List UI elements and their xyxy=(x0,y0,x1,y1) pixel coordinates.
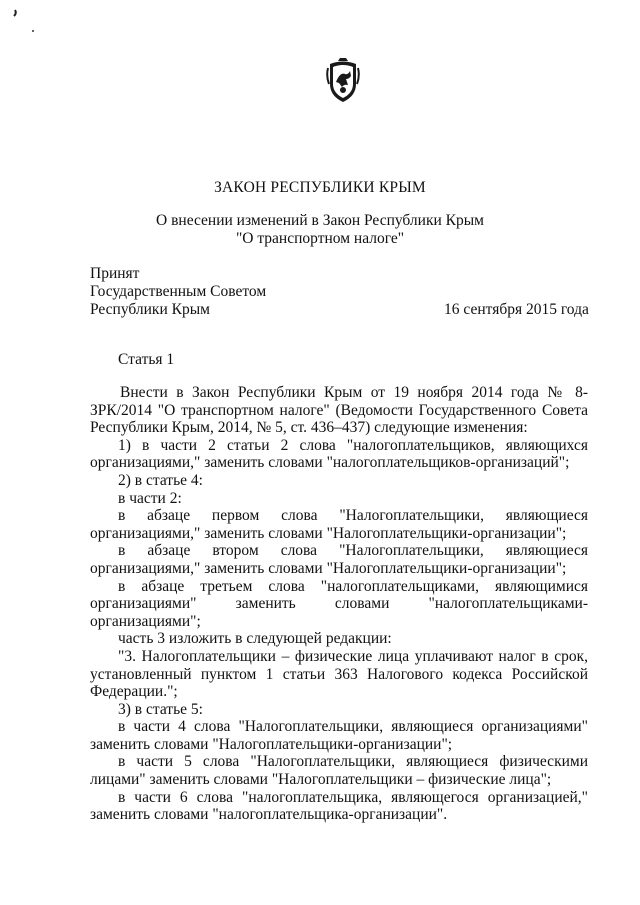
law-title: ЗАКОН РЕСПУБЛИКИ КРЫМ xyxy=(214,179,426,196)
article-paragraph: 3) в статье 5: xyxy=(118,700,203,718)
article-paragraph: "3. Налогоплательщики – физические лица уплачивают налог в срок, установленный пунктом 1 статьи 363 Налогового кодекса Российской Федерации."; xyxy=(90,647,588,701)
adopted-label: Принят xyxy=(90,265,140,282)
adopted-by: Государственным Советом xyxy=(90,283,267,300)
article-paragraph: в части 4 слова "Налогоплательщики, являющиеся организациями" заменить словами "Налогоплательщики-организации"; xyxy=(90,718,588,753)
law-subtitle-line1: О внесении изменений в Закон Республики Крым xyxy=(156,212,484,229)
adopted-by-republic: Республики Крым xyxy=(90,301,210,318)
coat-of-arms-icon xyxy=(326,58,360,104)
law-subtitle-line2: "О транспортном налоге" xyxy=(235,230,405,247)
article-paragraph: 2) в статье 4: xyxy=(118,471,203,489)
article-paragraph: часть 3 изложить в следующей редакции: xyxy=(118,630,392,648)
article-paragraph: в абзаце втором слова "Налогоплательщики, являющиеся организациями," заменить словами "Налогоплательщики-организации"; xyxy=(90,542,588,577)
article-paragraph: Внести в Закон Республики Крым от 19 ноября 2014 года № 8-ЗРК/2014 "О транспортном налоге" (Ведомости Государственного Совета Республики Крым, 2014, № 5, ст. 436–437) следующие изменения: xyxy=(90,384,588,437)
article-paragraph: 1) в части 2 статьи 2 слова "налогоплательщиков, являющихся организациями," заменить словами "налогоплательщиков-организаций"; xyxy=(90,436,588,472)
article-body xyxy=(90,384,588,824)
article-paragraph: в части 6 слова "налогоплательщика, являющегося организацией," заменить словами "налогоплательщика-организации". xyxy=(90,788,588,824)
article-paragraph: в абзаце первом слова "Налогоплательщики, являющиеся организациями," заменить словами "Налогоплательщики-организации"; xyxy=(90,507,588,542)
adoption-date: 16 сентября 2015 года xyxy=(444,301,589,318)
article-paragraph: в части 2: xyxy=(118,489,182,507)
article-heading: Статья 1 xyxy=(118,351,175,368)
article-paragraph: в абзаце третьем слова "налогоплательщиками, являющимися организациями" заменить словами "налогоплательщиками-организациями"; xyxy=(90,577,588,630)
adoption-block xyxy=(90,265,266,319)
scan-specks xyxy=(0,0,40,40)
article-paragraph: в части 5 слова "Налогоплательщики, являющиеся физическими лицами" заменить словами "Налогоплательщики – физические лица"; xyxy=(90,753,588,789)
